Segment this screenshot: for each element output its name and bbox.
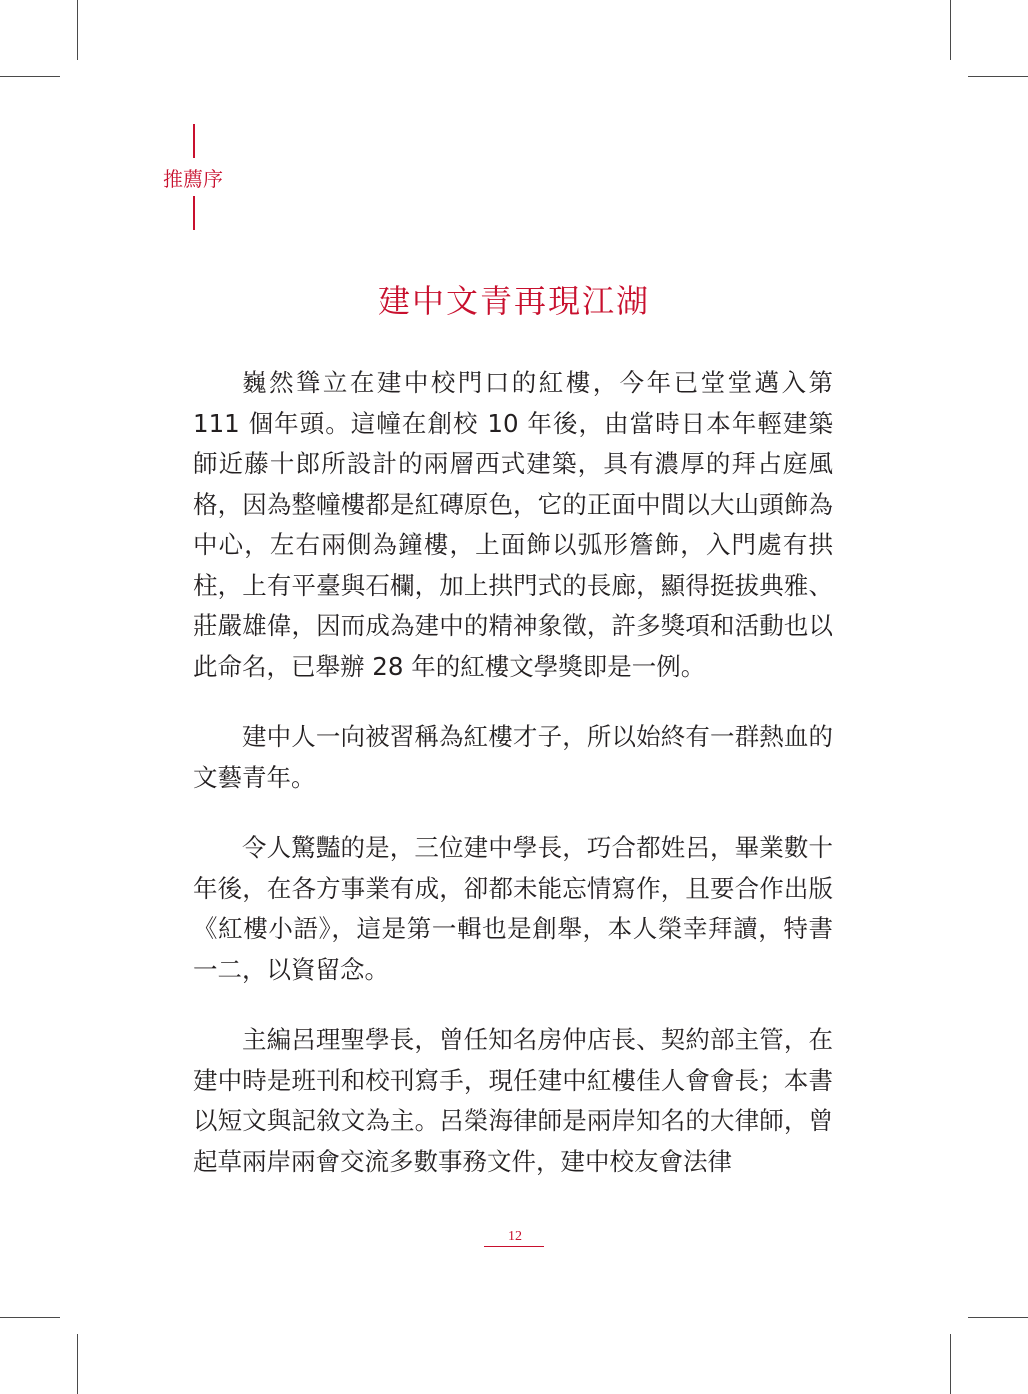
paragraph-1: 巍然聳立在建中校門口的紅樓，今年已堂堂邁入第 111 個年頭。這幢在創校 10 年後，由當時日本年輕建築師近藤十郎所設計的兩層西式建築，具有濃厚的拜占庭風格，因為整幢樓都是紅磚原色，它的正面中間以大山頭飾為中心，左右兩側為鐘樓，上面飾以弧形簷飾，入門處有拱柱，上有平臺與石欄，加上拱門式的長廊，顯得挺拔典雅、莊嚴雄偉，因而成為建中的精神象徵，許多獎項和活動也以此命名，已舉辦 28 年的紅樓文學獎即是一例。 (193, 368, 833, 681)
page-title: 建中文青再現江湖 (377, 282, 650, 320)
crop-mark-bottom-right-horizontal (968, 1317, 1028, 1318)
section-marker (160, 124, 230, 230)
crop-mark-top-right-vertical (950, 0, 951, 60)
crop-mark-top-left-vertical (77, 0, 78, 60)
crop-mark-bottom-left-vertical (77, 1334, 78, 1394)
paragraph-4: 主編呂理聖學長，曾任知名房仲店長、契約部主管，在建中時是班刊和校刊寫手，現任建中紅樓佳人會會長；本書以短文與記敘文為主。呂榮海律師是兩岸知名的大律師，曾起草兩岸兩會交流多數事務文件，建中校友會法律 (193, 1025, 833, 1176)
section-label: 推薦序 (163, 167, 223, 191)
crop-mark-top-right-horizontal (968, 76, 1028, 77)
crop-mark-bottom-left-horizontal (0, 1317, 60, 1318)
page-number-rule (484, 1246, 544, 1247)
crop-mark-top-left-horizontal (0, 76, 60, 77)
section-marker-bottom-bar (193, 196, 195, 230)
section-marker-top-bar (193, 124, 195, 158)
crop-mark-bottom-right-vertical (950, 1334, 951, 1394)
article-body (193, 363, 833, 1182)
paragraph-3: 令人驚豔的是，三位建中學長，巧合都姓呂，畢業數十年後，在各方事業有成，卻都未能忘情寫作，且要合作出版《紅樓小語》，這是第一輯也是創舉，本人榮幸拜讀，特書一二，以資留念。 (193, 833, 833, 984)
paragraph-2: 建中人一向被習稱為紅樓才子，所以始終有一群熱血的文藝青年。 (193, 722, 833, 792)
page-number: 12 (508, 1229, 522, 1244)
